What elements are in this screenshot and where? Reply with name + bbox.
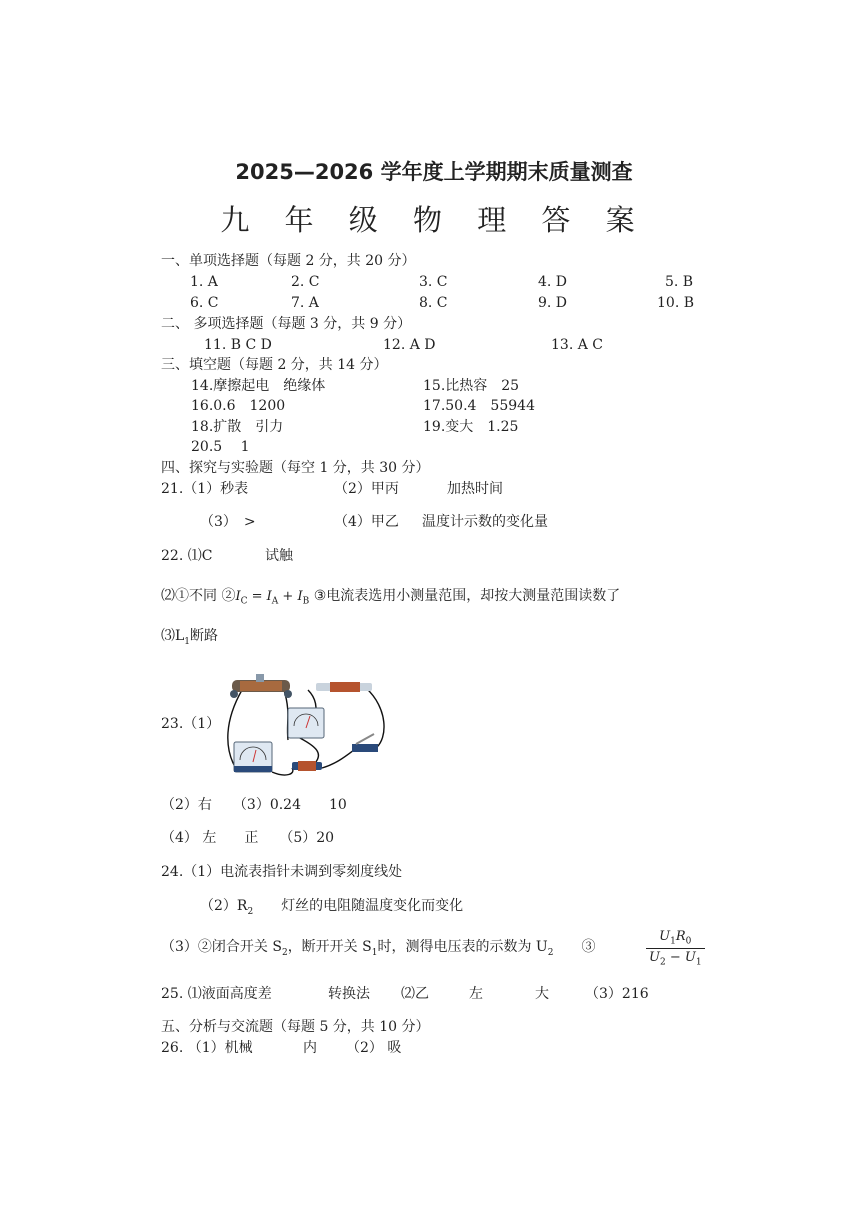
q24-part1: 24.（1）电流表指针未调到零刻度线处 xyxy=(161,864,403,880)
q21-part4-answer: 温度计示数的变化量 xyxy=(422,514,548,530)
answer-9: 9. D xyxy=(538,295,568,311)
answer-10: 10. B xyxy=(657,295,695,311)
q25-part1-method: 转换法 xyxy=(328,986,370,1002)
q21-part3: （3） > xyxy=(200,514,256,530)
q25-part2-size: 大 xyxy=(535,986,549,1002)
q24-part2: $(2)R_2$ 灯丝的电阻随温度变化而变化 xyxy=(200,898,464,917)
answer-16: 16.0.6 1200 xyxy=(191,398,286,414)
section-5-heading: 五、分析与交流题（每题 5 分，共 10 分） xyxy=(161,1019,430,1035)
q21-part1: 21.（1）秒表 xyxy=(161,481,249,497)
q25-part3: （3）216 xyxy=(585,986,649,1002)
q21-part4: （4）甲乙 xyxy=(334,514,399,530)
q22-part2: ⑵①不同 $②I_C = I_A + I_B$ ③电流表选用小测量范围，却按大测量范围读数了 xyxy=(161,588,621,607)
q22-part1-answer: 试触 xyxy=(265,548,293,564)
q26-part2: （2） 吸 xyxy=(346,1040,402,1056)
answer-8: 8. C xyxy=(419,295,448,311)
q26-part1-answer: 内 xyxy=(303,1040,317,1056)
answer-3: 3. C xyxy=(419,274,448,290)
q23-part4: （4） 左 正 （5）20 xyxy=(161,830,335,846)
section-1-heading: 一、单项选择题（每题 2 分，共 20 分） xyxy=(161,253,416,269)
answer-18: 18.扩散 引力 xyxy=(191,419,284,435)
answer-5: 5. B xyxy=(665,274,694,290)
answer-1: 1. A xyxy=(190,274,218,290)
answer-2: 2. C xyxy=(291,274,320,290)
q26-part1: 26. （1）机械 xyxy=(161,1040,253,1056)
section-2-heading: 二、 多项选择题（每题 3 分，共 9 分） xyxy=(161,316,412,332)
q22-part3: $⑶L_1$断路 xyxy=(161,628,219,647)
answer-14: 14.摩擦起电 绝缘体 xyxy=(191,378,326,394)
q21-part2: （2）甲丙 xyxy=(334,481,399,497)
q25-part2-direction: 左 xyxy=(469,986,483,1002)
current-formula: $I_C = I_A + I_B$ xyxy=(235,589,310,607)
circuit-diagram-icon xyxy=(216,668,391,780)
page-title: 2025—2026 学年度上学期期末质量测查 xyxy=(235,160,633,184)
answer-6: 6. C xyxy=(190,295,219,311)
q23-part2: （2）右 （3）0.24 10 xyxy=(161,797,347,813)
q21-part2-answer: 加热时间 xyxy=(447,481,503,497)
page-subtitle: 九 年 级 物 理 答 案 xyxy=(220,203,648,237)
section-3-heading: 三、填空题（每题 2 分，共 14 分） xyxy=(161,357,388,373)
q25-part1: 25. ⑴液面高度差 xyxy=(161,986,272,1002)
answer-7: 7. A xyxy=(291,295,319,311)
answer-17: 17.50.4 55944 xyxy=(423,398,535,414)
answer-12: 12. A D xyxy=(383,337,436,353)
q25-part2: ⑵乙 xyxy=(401,986,429,1002)
answer-4: 4. D xyxy=(538,274,568,290)
q22-part1: 22. ⑴C xyxy=(161,548,213,564)
answer-11: 11. B C D xyxy=(204,337,272,353)
answer-19: 19.变大 1.25 xyxy=(423,419,519,435)
answer-15: 15.比热容 25 xyxy=(423,378,520,394)
resistance-fraction: $\frac{U_1R_0}{U_2 - U_1}$ xyxy=(646,929,705,967)
answer-20: 20.5 1 xyxy=(191,439,250,455)
q24-part3: （3）②闭合开关 $S_2$，断开开关 $S_1$时，测得电压表的示数为 $U_2$ ③ xyxy=(161,939,596,958)
section-4-heading: 四、探究与实验题（每空 1 分，共 30 分） xyxy=(161,460,430,476)
answer-13: 13. A C xyxy=(551,337,603,353)
q23-label: 23.（1） xyxy=(161,716,221,732)
